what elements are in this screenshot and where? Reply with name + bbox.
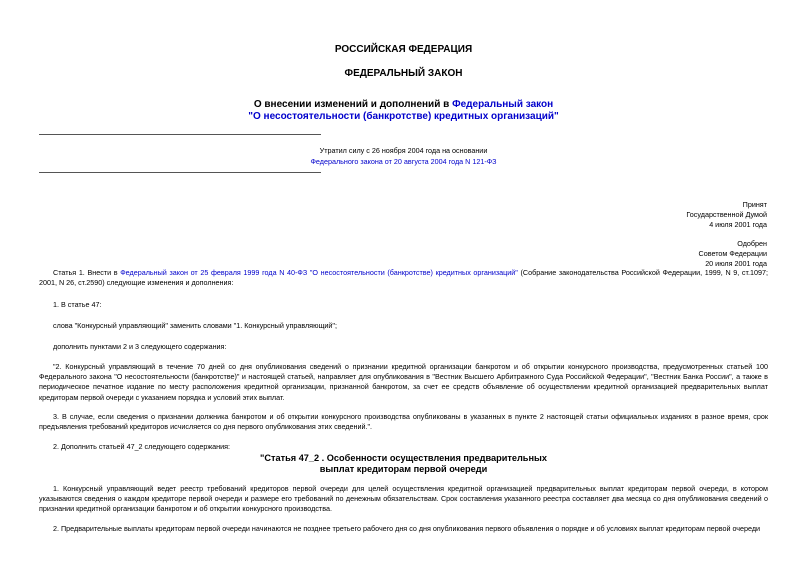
law-title-link[interactable]: Федеральный закон [452, 99, 554, 110]
law-title-prefix: О внесении изменений и дополнений в [253, 99, 453, 110]
law-title-line1 [0, 99, 807, 110]
repeal-notice-link[interactable]: Федерального закона от 20 августа 2004 года N 121-ФЗ [310, 157, 497, 166]
country-heading: РОССИЙСКАЯ ФЕДЕРАЦИЯ [334, 44, 473, 55]
accepted-label: Принят [742, 200, 767, 209]
article-47-2-title-line2: выплат кредиторам первой очереди [319, 464, 488, 474]
adoption-approved [699, 239, 767, 269]
accepted-by: Государственной Думой [686, 210, 767, 219]
article-1-paragraph [39, 268, 768, 288]
adoption-accepted [686, 200, 767, 230]
repeal-notice: Утратил силу с 26 ноября 2004 года на основании [319, 146, 488, 155]
paragraph-6: 2. Дополнить статьей 47_2 следующего содержания: [53, 442, 231, 451]
top-rule [39, 134, 321, 135]
article-47-2-title-line1: "Статья 47_2 . Особенности осуществления предварительных [260, 453, 547, 463]
paragraph-8: 2. Предварительные выплаты кредиторам первой очереди начинаются не позднее третьего рабочего дня со дня опубликования первого объявления о порядке и об условиях выплат кредиторам первой очереди [53, 524, 761, 533]
approved-by: Советом Федерации [698, 249, 767, 258]
approved-label: Одобрен [737, 239, 767, 248]
approved-date: 20 июля 2001 года [705, 259, 767, 268]
paragraph-3: дополнить пунктами 2 и 3 следующего содержания: [53, 342, 227, 351]
law-title-line2[interactable]: "О несостоятельности (банкротстве) кредитных организаций" [248, 111, 559, 122]
paragraph-7: 1. Конкурсный управляющий ведет реестр требований кредиторов первой очереди для целей осуществления кредитной организацией предварительных выплат кредиторам первой очереди, в котором указываются сведения о каждом кредиторе первой очереди и размере его требований по денежным обязательствам. Срок составления указанного реестра составляет два месяца со дня опубликования сведений о признании кредитной организации банкротом и об открытии конкурсного производства. [39, 484, 768, 514]
article-1-suffix: (Собрание законодательства Российской Федерации, 1999, N 9, ст.1097; 2001, N 26, ст.2590) следующие изменения и дополнения: [39, 268, 768, 288]
article-1-prefix: Статья 1. Внести в [53, 268, 121, 277]
doc-type-heading: ФЕДЕРАЛЬНЫЙ ЗАКОН [344, 68, 463, 79]
article-1-law-link[interactable]: Федеральный закон от 25 февраля 1999 года N 40-ФЗ "О несостоятельности (банкротстве) кредитных организаций" [120, 268, 518, 277]
paragraph-2: слова "Конкурсный управляющий" заменить словами "1. Конкурсный управляющий"; [53, 321, 337, 330]
paragraph-4: "2. Конкурсный управляющий в течение 70 дней со дня опубликования сведений о признании кредитной организации банкротом и об открытии конкурсного производства, предусмотренных статьей 100 Федерального закона "О несостоятельности (банкротстве)" и настоящей статьей, направляет для опубликования в "Вестник Высшего Арбитражного Суда Российской Федерации", "Вестник Банка России", а также в периодическое печатное издание по месту расположения кредитной организации, признанной банкротом, за счет ее средств объявление об осуществлении кредитной организацией предварительных выплат кредиторам первой очереди с указанием порядка и условий этих выплат. [39, 362, 768, 402]
bottom-rule [39, 172, 321, 173]
paragraph-1: 1. В статье 47: [53, 300, 102, 309]
accepted-date: 4 июля 2001 года [709, 220, 767, 229]
paragraph-5: 3. В случае, если сведения о признании должника банкротом и об открытии конкурсного производства опубликованы в указанных в пункте 2 настоящей статьи официальных изданиях в разное время, срок предъявления требований кредиторов исчисляется со дня первого опубликования этих сведений.". [39, 412, 768, 432]
